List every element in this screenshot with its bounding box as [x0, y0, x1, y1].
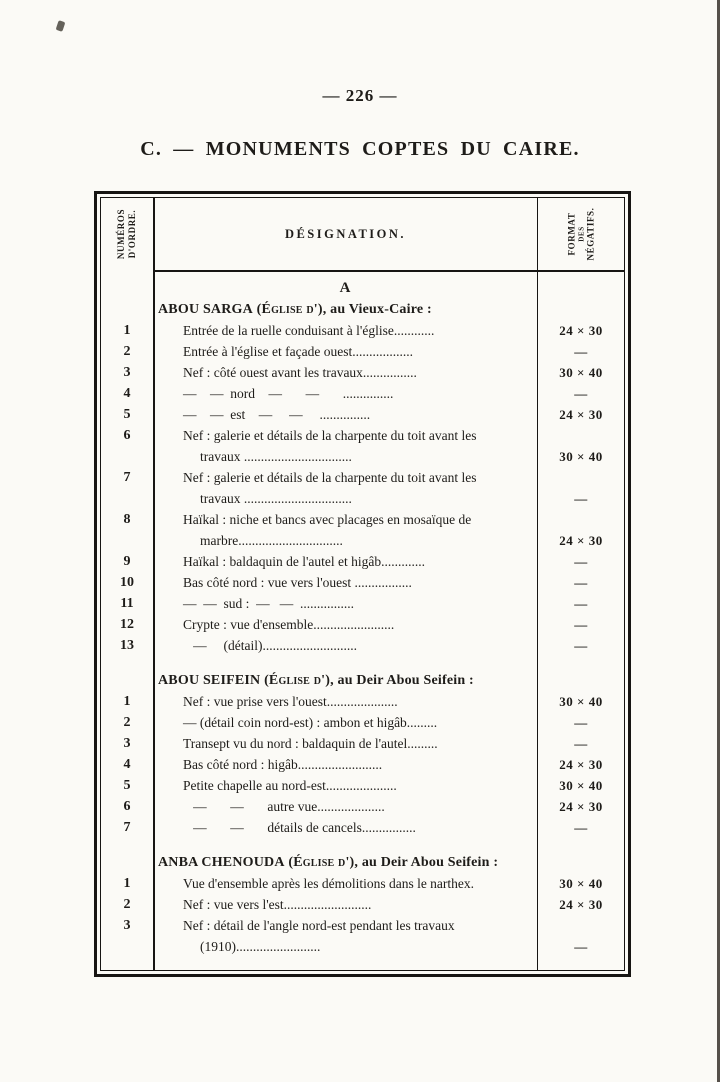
- table-row: [101, 467, 624, 509]
- row-designation: [153, 383, 538, 404]
- row-number: 6: [123, 428, 131, 443]
- row-number: 9: [123, 554, 131, 569]
- designation-line1: — (détail)............................: [183, 638, 357, 653]
- row-number-empty: [101, 670, 153, 691]
- group-rest: , au Vieux-Caire :: [322, 302, 432, 317]
- numeros-vertical-label: [116, 209, 138, 259]
- group-heading-row: [101, 299, 624, 320]
- row-number-empty: [101, 299, 153, 320]
- row-number: 3: [123, 365, 131, 380]
- table-row: [101, 817, 624, 838]
- format-value: —: [574, 638, 588, 653]
- designation-line1: Nef : galerie et détails de la charpente du toit avant les: [183, 428, 477, 443]
- group-heading: [153, 299, 538, 320]
- table-row: [101, 894, 624, 915]
- row-number: 8: [123, 512, 131, 527]
- designation-line1: Bas côté nord : higâb.........................: [183, 757, 383, 772]
- row-designation: [153, 362, 538, 383]
- column-header-designation: DÉSIGNATION.: [284, 226, 407, 241]
- designation-line1: Crypte : vue d'ensemble........................: [183, 617, 395, 632]
- format-value: —: [574, 820, 588, 835]
- format-value: 30 × 40: [559, 449, 603, 464]
- format-value: 30 × 40: [559, 778, 603, 793]
- row-designation: [153, 817, 538, 838]
- row-designation: [153, 733, 538, 754]
- table-row: [101, 754, 624, 775]
- table-row: [101, 551, 624, 572]
- row-number: 3: [123, 736, 131, 751]
- row-number: 6: [123, 799, 131, 814]
- row-number: 3: [123, 918, 131, 933]
- designation-line1: — (détail coin nord-est) : ambon et higâb.........: [183, 715, 438, 730]
- format-line3: NÉGATIFS.: [585, 207, 595, 261]
- designation-line1: Nef : vue vers l'est..........................: [183, 897, 372, 912]
- column-divider-left: [153, 198, 155, 970]
- row-designation: [153, 796, 538, 817]
- format-line2: DES: [577, 226, 585, 242]
- row-number: 13: [120, 638, 134, 653]
- designation-line1: Vue d'ensemble après les démolitions dans le narthex.: [183, 876, 475, 891]
- column-header-format: [538, 198, 624, 270]
- table-row: [101, 404, 624, 425]
- row-number: 1: [123, 876, 131, 891]
- table-row: [101, 775, 624, 796]
- group-name: ABOU SEIFEIN: [158, 673, 261, 688]
- page-number: — 226 —: [322, 86, 398, 105]
- group-heading: [153, 670, 538, 691]
- group-paren: (Église d'): [260, 673, 331, 688]
- table-row: [101, 712, 624, 733]
- row-designation: [153, 635, 538, 656]
- table-row: [101, 383, 624, 404]
- table-header: [101, 198, 624, 270]
- group-paren: (Église d'): [252, 302, 323, 317]
- row-number: 11: [120, 596, 134, 611]
- row-designation: [153, 509, 538, 551]
- format-value: —: [574, 715, 588, 730]
- format-value: —: [574, 575, 588, 590]
- section-letter: A: [339, 280, 351, 296]
- designation-line1: — — nord — — ...............: [183, 386, 394, 401]
- designation-line1: Nef : côté ouest avant les travaux................: [183, 365, 417, 380]
- table-row: [101, 425, 624, 467]
- row-number: 2: [123, 344, 131, 359]
- row-number: 7: [123, 820, 131, 835]
- row-designation: [153, 572, 538, 593]
- table-row: [101, 614, 624, 635]
- designation-line1: — — est — — ...............: [183, 407, 371, 422]
- row-number: 2: [123, 897, 131, 912]
- format-value: 30 × 40: [559, 694, 603, 709]
- row-designation: [153, 320, 538, 341]
- designation-line1: Nef : galerie et détails de la charpente du toit avant les: [183, 470, 477, 485]
- row-number: 4: [123, 386, 131, 401]
- row-designation: [153, 404, 538, 425]
- format-value: —: [574, 554, 588, 569]
- row-designation: [153, 712, 538, 733]
- format-value: 24 × 30: [559, 897, 603, 912]
- row-number: 4: [123, 757, 131, 772]
- row-number-empty: [101, 852, 153, 873]
- row-designation: [153, 915, 538, 957]
- format-empty: [538, 299, 624, 320]
- row-designation: [153, 691, 538, 712]
- section-letter-row: [101, 275, 624, 299]
- row-designation: [153, 894, 538, 915]
- designation-line2: marbre...............................: [200, 533, 343, 548]
- row-designation: [153, 593, 538, 614]
- format-empty: [538, 852, 624, 873]
- format-value: 30 × 40: [559, 876, 603, 891]
- format-value: 24 × 30: [559, 533, 603, 548]
- catalog-table: [94, 191, 631, 977]
- format-line1: FORMAT: [566, 212, 576, 256]
- designation-line1: — — sud : — — ................: [183, 596, 355, 611]
- table-row: [101, 635, 624, 656]
- row-designation: [153, 614, 538, 635]
- table-body: [101, 270, 624, 957]
- row-designation: [153, 467, 538, 509]
- format-value: —: [574, 386, 588, 401]
- row-number: 1: [123, 323, 131, 338]
- numeros-line1: NUMÉROS: [115, 208, 126, 260]
- row-designation: [153, 775, 538, 796]
- format-value: 24 × 30: [559, 757, 603, 772]
- group-rest: , au Deir Abou Seifein :: [330, 673, 474, 688]
- table-row: [101, 691, 624, 712]
- designation-line1: Haïkal : baldaquin de l'autel et higâb.............: [183, 554, 425, 569]
- table-row: [101, 341, 624, 362]
- group-heading-row: [101, 656, 624, 691]
- header-rule: [153, 270, 624, 272]
- group-paren: (Église d'): [284, 855, 355, 870]
- format-value: 30 × 40: [559, 365, 603, 380]
- catalog-table-inner: [100, 197, 625, 971]
- designation-line2: travaux ................................: [200, 491, 352, 506]
- table-row: [101, 362, 624, 383]
- group-name: ANBA CHENOUDA: [158, 855, 285, 870]
- format-empty: [538, 670, 624, 691]
- row-number: 1: [123, 694, 131, 709]
- designation-line1: — — détails de cancels................: [183, 820, 416, 835]
- designation-line1: Nef : vue prise vers l'ouest.....................: [183, 694, 398, 709]
- designation-line1: Transept vu du nord : baldaquin de l'autel.........: [183, 736, 438, 751]
- table-row: [101, 320, 624, 341]
- designation-line1: — — autre vue....................: [183, 799, 385, 814]
- row-number: 5: [123, 407, 131, 422]
- designation-line2: travaux ................................: [200, 449, 352, 464]
- group-heading: [153, 852, 538, 873]
- designation-line1: Entrée de la ruelle conduisant à l'église............: [183, 323, 435, 338]
- row-number: 2: [123, 715, 131, 730]
- column-divider-right: [537, 198, 539, 970]
- format-value: 24 × 30: [559, 799, 603, 814]
- group-name: ABOU SARGA: [158, 302, 253, 317]
- format-value: —: [574, 344, 588, 359]
- designation-line1: Entrée à l'église et façade ouest..................: [183, 344, 413, 359]
- designation-line1: Nef : détail de l'angle nord-est pendant les travaux: [183, 918, 455, 933]
- column-header-numeros: [101, 198, 153, 270]
- table-row: [101, 915, 624, 957]
- format-vertical-label: [566, 208, 596, 261]
- page-title: C. — MONUMENTS COPTES DU CAIRE.: [140, 138, 580, 160]
- row-number: 10: [120, 575, 134, 590]
- format-value: —: [574, 617, 588, 632]
- format-value: —: [574, 596, 588, 611]
- group-heading-row: [101, 838, 624, 873]
- table-row: [101, 873, 624, 894]
- table-row: [101, 733, 624, 754]
- format-value: —: [574, 939, 588, 954]
- scan-speck: [56, 20, 66, 32]
- row-number: 12: [120, 617, 134, 632]
- row-number: 5: [123, 778, 131, 793]
- format-value: 24 × 30: [559, 323, 603, 338]
- group-rest: , au Deir Abou Seifein :: [354, 855, 499, 870]
- table-row: [101, 572, 624, 593]
- designation-line1: Haïkal : niche et bancs avec placages en mosaïque de: [183, 512, 472, 527]
- row-number: 7: [123, 470, 131, 485]
- format-value: —: [574, 736, 588, 751]
- table-row: [101, 593, 624, 614]
- table-row: [101, 796, 624, 817]
- designation-line1: Bas côté nord : vue vers l'ouest .................: [183, 575, 412, 590]
- designation-line2: (1910).........................: [200, 939, 321, 954]
- row-designation: [153, 754, 538, 775]
- format-value: 24 × 30: [559, 407, 603, 422]
- numeros-line2: D'ORDRE.: [126, 209, 137, 259]
- row-designation: [153, 551, 538, 572]
- format-empty: [538, 278, 624, 299]
- row-number-empty: [101, 278, 153, 299]
- format-value: —: [574, 491, 588, 506]
- row-designation: [153, 873, 538, 894]
- table-row: [101, 509, 624, 551]
- row-designation: [153, 341, 538, 362]
- row-designation: [153, 425, 538, 467]
- designation-line1: Petite chapelle au nord-est.....................: [183, 778, 397, 793]
